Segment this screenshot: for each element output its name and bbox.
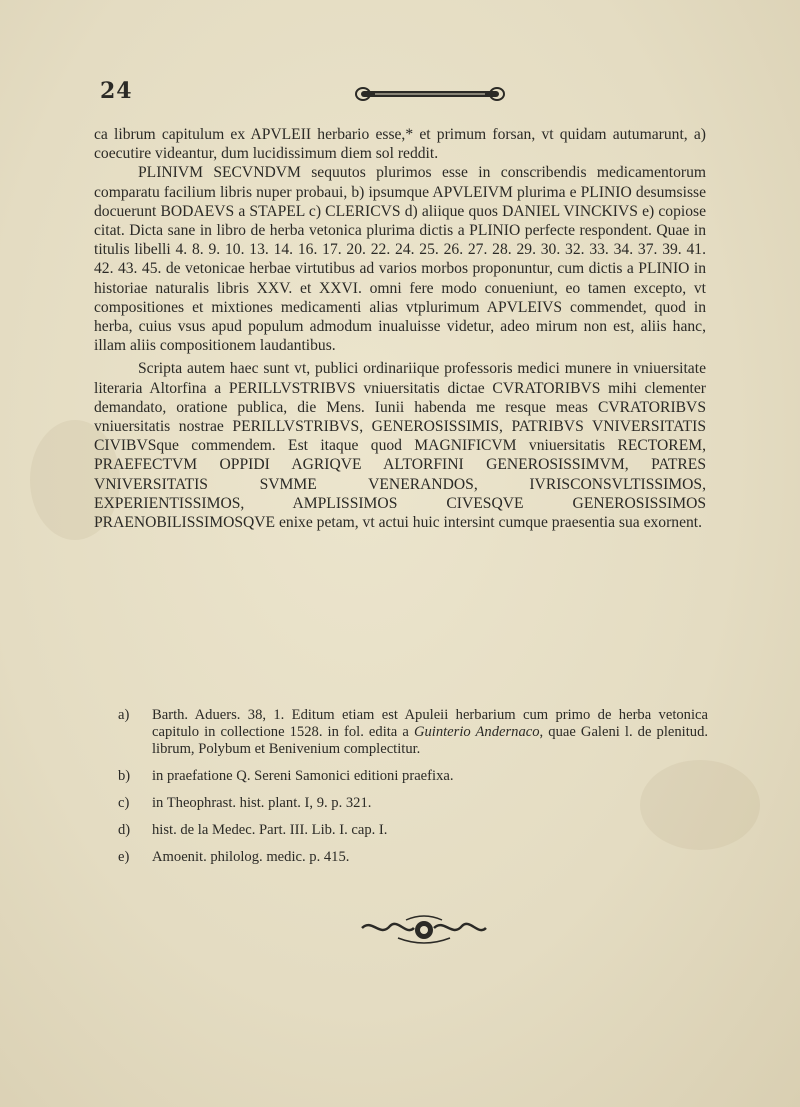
ornamental-headpiece-icon: [355, 86, 505, 102]
footnote-mark: b): [118, 768, 131, 784]
footnote-mark: a): [118, 707, 130, 723]
footnote-text: Amoenit. philolog. medic. p. 415.: [152, 849, 350, 865]
footnote-italic: Guinterio Andernaco: [413, 724, 540, 740]
footnote-text: in Theophrast. hist. plant. I, 9. p. 321.: [152, 795, 372, 811]
footnote-mark: e): [118, 849, 130, 865]
footnote-b: [118, 768, 708, 785]
footnote-e: [118, 849, 708, 866]
footnote-mark: c): [118, 795, 130, 811]
footnote-d: [118, 822, 708, 839]
paragraph-continuation: ca librum capitulum ex APVLEII herbario esse,* et primum forsan, vt quidam autumarunt, a) coecutire videantur, dum lucidissimum diem sol reddit.: [94, 126, 706, 163]
main-text: [94, 125, 706, 532]
footnote-text: Barth. Aduers. 38, 1. Editum etiam est Apuleii herbarium cum primo de herba vetonica capitulo in collectione 1528. in fol. edita a: [152, 707, 708, 740]
footnote-text: in praefatione Q. Sereni Samonici editioni praefixa.: [152, 768, 454, 784]
footnote-text: hist. de la Medec. Part. III. Lib. I. cap. I.: [152, 822, 388, 838]
footnote-text: , quae Galeni l. de plenitud. librum, Polybum et Benivenium complectitur.: [152, 724, 709, 757]
paragraph-scripta: Scripta autem haec sunt vt, publici ordinariique professoris medici munere in vniuersitate literaria Altorfina a PERILLVSTRIBVS vniuersitatis dictae CVRATORIBVS mihi clementer demandato, oratione publica, die Mens. Iunii habenda me resque meas CVRATORIBVS vniuersitatis nostrae PERILLVSTRIBVS, GENEROSISSIMIS, PATRIBVS VNIVERSITATIS CIVIBVSque commendem. Est itaque quod MAGNIFICVM vniuersitatis RECTOREM, PRAEFECTVM OPPIDI AGRIQVE ALTORFINI GENEROSISSIMVM, PATRES VNIVERSITATIS SVMME VENERANDOS, IVRISCONSVLTISSIMOS, EXPERIENTISSIMOS, AMPLISSIMOS CIVESQVE GENEROSISSIMOS PRAENOBILISSIMOSQVE enixe petam, vt actui huic intersint cumque praesentia sua exornent.: [94, 360, 706, 532]
ornamental-tailpiece-icon: [358, 914, 490, 946]
footnote-c: [118, 795, 708, 812]
footnote-mark: d): [118, 822, 131, 838]
footnote-a: [118, 707, 708, 758]
page-number: 24: [100, 78, 133, 104]
footnotes: [118, 707, 708, 876]
paragraph-plinius: PLINIVM SECVNDVM sequutos plurimos esse in conscribendis medicamentorum comparatu facilium libris nuper probaui, b) ipsumque APVLEIVM plurima e PLINIO desumsisse docuerunt BODAEVS a STAPEL c) CLERICVS d) aliique quos DANIEL VINCKIVS e) copiose citat. Dicta sane in libro de herba vetonica plurima dictis a PLINIO perfecte respondent. Quae in titulis libelli 4. 8. 9. 10. 13. 14. 16. 17. 20. 22. 24. 25. 26. 27. 28. 29. 30. 32. 33. 34. 37. 39. 41. 42. 43. 45. de vetonicae herbae virtutibus ad varios morbos proponuntur, cum dictis a PLINIO in historiae naturalis libris XXV. et XXVI. omni fere modo conueniunt, eo tamen excepto, vt compositiones et mixtiones medicamenti alias vtplurimum APVLEIVS commendet, quod in herba, cuius vsus apud populum admodum inualuisse videtur, adeo mirum non est, aliis hanc, illam aliis compositionem laudantibus.: [94, 164, 706, 355]
